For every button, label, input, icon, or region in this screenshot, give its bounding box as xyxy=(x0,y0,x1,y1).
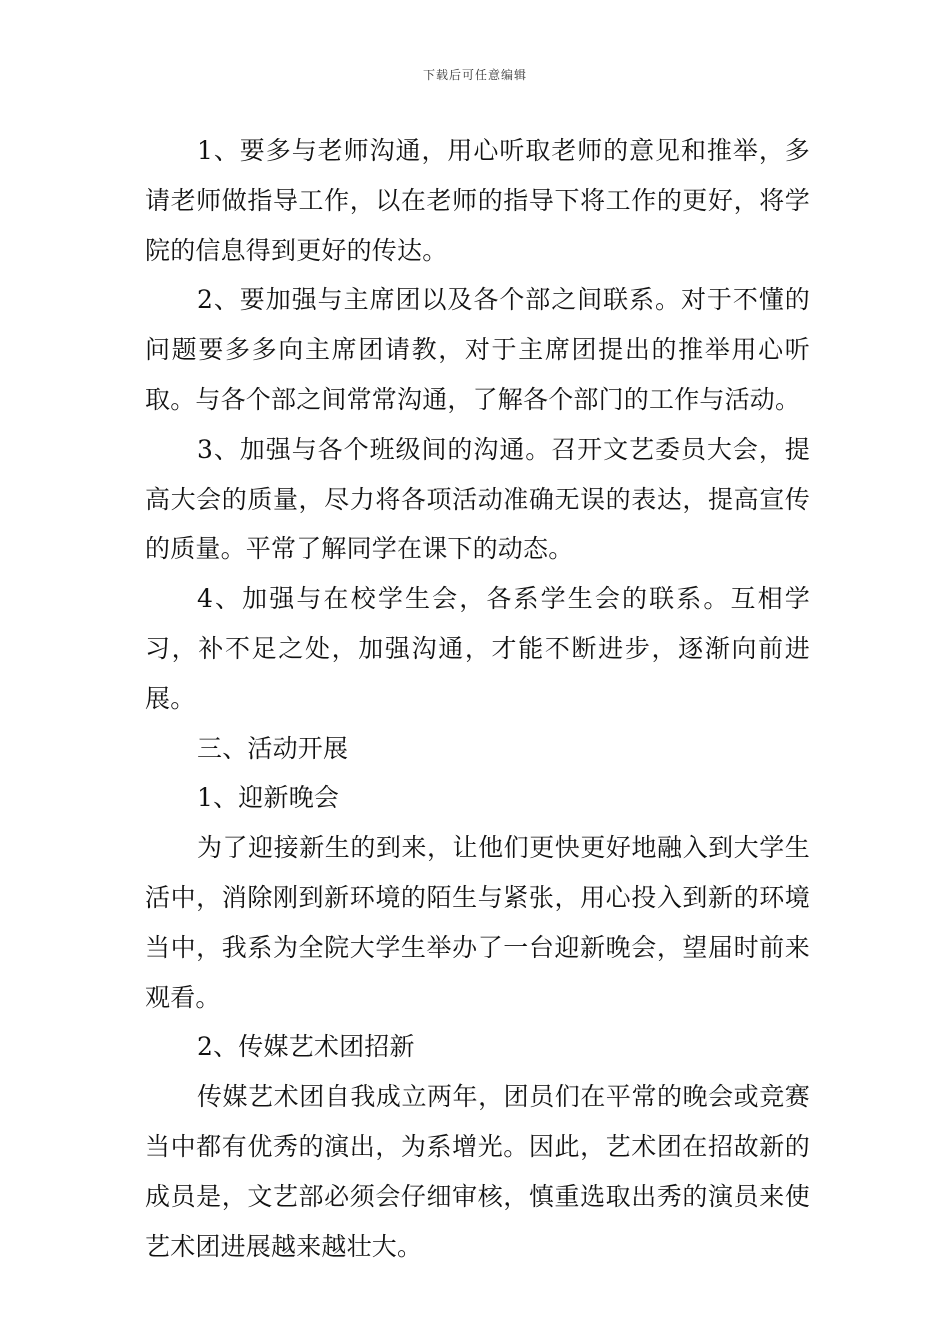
paragraph-point-4: 4、加强与在校学生会，各系学生会的联系。互相学习，补不足之处，加强沟通，才能不断进步，逐渐向前进展。 xyxy=(145,584,810,713)
paragraph-point-2: 2、要加强与主席团以及各个部之间联系。对于不懂的问题要多多向主席团请教，对于主席团提出的推举用心听取。与各个部之间常常沟通，了解各个部门的工作与活动。 xyxy=(145,285,810,414)
subheading-media-art-troupe: 2、传媒艺术团招新 xyxy=(197,1032,415,1062)
paragraph-point-1: 1、要多与老师沟通，用心听取老师的意见和推举，多请老师做指导工作，以在老师的指导下将工作的更好，将学院的信息得到更好的传达。 xyxy=(145,136,810,265)
page-header: 下载后可任意编辑 xyxy=(422,68,527,82)
section-heading-activities: 三、活动开展 xyxy=(197,733,349,763)
paragraph-welcome-party: 为了迎接新生的到来，让他们更快更好地融入到大学生活中，消除刚到新环境的陌生与紧张，用心投入到新的环境当中，我系为全院大学生举办了一台迎新晚会，望届时前来观看。 xyxy=(145,833,810,1012)
paragraph-media-art-troupe: 传媒艺术团自我成立两年，团员们在平常的晚会或竞赛当中都有优秀的演出，为系增光。因此，艺术团在招故新的成员是，文艺部必须会仔细审核，慎重选取出秀的演员来使艺术团进展越来越壮大。 xyxy=(145,1082,810,1261)
document-body xyxy=(145,126,810,1271)
paragraph-point-3: 3、加强与各个班级间的沟通。召开文艺委员大会，提高大会的质量，尽力将各项活动准确无误的表达，提高宣传的质量。平常了解同学在课下的动态。 xyxy=(145,434,810,564)
subheading-welcome-party: 1、迎新晚会 xyxy=(197,783,340,813)
